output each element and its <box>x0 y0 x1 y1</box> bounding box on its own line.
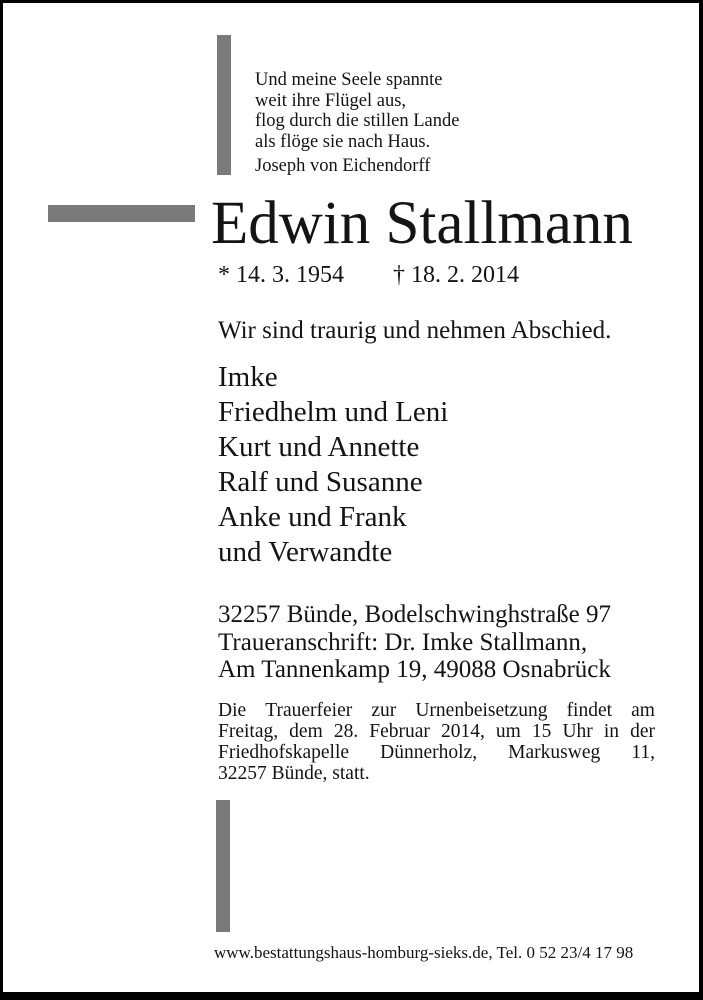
frame-border-left <box>0 0 3 1000</box>
poem-attribution: Joseph von Eichendorff <box>255 156 431 176</box>
poem-line: weit ihre Flügel aus, <box>255 90 407 111</box>
decorative-bar-horizontal-name <box>48 205 195 222</box>
mourner-line: Ralf und Susanne <box>218 466 423 498</box>
funeral-notice-line: Freitag, dem 28. Februar 2014, um 15 Uhr in der <box>218 721 655 742</box>
funeral-notice-justified <box>218 700 655 763</box>
poem-lines <box>255 70 459 152</box>
funeral-home-contact: www.bestattungshaus-homburg-sieks.de, Tel. 0 52 23/4 17 98 <box>214 943 634 962</box>
frame-border-top <box>0 0 703 3</box>
address-line: Traueranschrift: Dr. Imke Stallmann, <box>218 628 588 656</box>
address-line: Am Tannenkamp 19, 49088 Osnabrück <box>218 656 611 683</box>
mourner-line: Imke <box>218 361 278 393</box>
birth-date: * 14. 3. 1954 <box>218 262 344 288</box>
death-date: † 18. 2. 2014 <box>393 262 519 288</box>
frame-border-right <box>699 0 703 1000</box>
deceased-name: Edwin Stallmann <box>211 190 633 257</box>
poem-line: Und meine Seele spannte <box>255 70 443 90</box>
mourner-line: Anke und Frank <box>218 501 407 533</box>
poem-quote <box>255 70 459 177</box>
decorative-bar-vertical-bottom <box>216 800 230 932</box>
address-line: 32257 Bünde, Bodelschwinghstraße 97 <box>218 601 612 628</box>
mourner-line: Friedhelm und Leni <box>218 396 449 428</box>
frame-border-bottom <box>0 992 703 1000</box>
life-dates <box>218 263 618 293</box>
funeral-notice-last-line: 32257 Bünde, statt. <box>218 763 370 784</box>
decorative-bar-vertical-top <box>217 35 231 175</box>
funeral-notice <box>218 700 655 784</box>
farewell-line: Wir sind traurig und nehmen Abschied. <box>218 317 612 344</box>
funeral-notice-line: Die Trauerfeier zur Urnenbeisetzung findet am <box>218 700 655 721</box>
mourners-list <box>218 360 448 570</box>
poem-line: flog durch die stillen Lande <box>255 111 460 131</box>
poem-line: als flöge sie nach Haus. <box>255 131 431 152</box>
address-block <box>218 601 611 684</box>
mourner-line: und Verwandte <box>218 536 393 568</box>
funeral-notice-line: Friedhofskapelle Dünnerholz, Markusweg 11, <box>218 742 655 763</box>
mourner-line: Kurt und Annette <box>218 431 420 463</box>
